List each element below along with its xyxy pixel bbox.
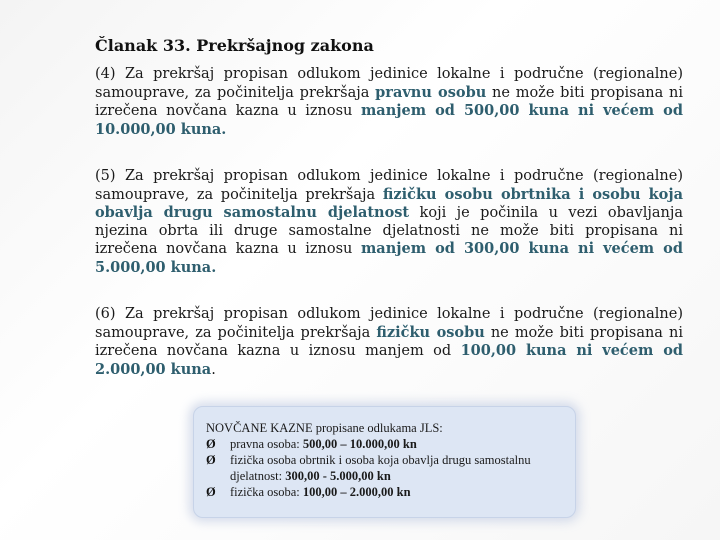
- highlight-text: pravnu osobu: [375, 83, 487, 101]
- item-value: 500,00 – 10.000,00 kn: [302, 437, 417, 451]
- list-item: [206, 436, 563, 452]
- item-label: fizička osoba:: [230, 485, 300, 499]
- item-label: pravna osoba:: [230, 437, 300, 451]
- summary-list: [206, 436, 563, 500]
- summary-box: [193, 406, 576, 518]
- highlight-text: manjem od 300,00 kuna ni većem od 5.000,00 kuna.: [95, 240, 683, 276]
- paragraph-5: [95, 168, 683, 277]
- page-title: Članak 33. Prekršajnog zakona: [95, 36, 374, 55]
- highlight-text: 100,00 kuna ni većem od 2.000,00 kuna: [95, 342, 683, 378]
- paragraph-6: [95, 306, 683, 379]
- arrow-bullet-icon: Ø: [206, 437, 216, 451]
- paragraph-text: (6) Za prekršaj propisan odlukom jedinice lokalne i područne (regionalne) samouprave, za počinitelja prekršaja: [95, 306, 683, 341]
- highlight-text: manjem od 500,00 kuna ni većem od 10.000,00 kuna.: [95, 102, 683, 138]
- list-item: [206, 484, 563, 500]
- paragraph-text: (4) Za prekršaj propisan odlukom jedinice lokalne i područne (regionalne) samouprave, za počinitelja prekršaja: [95, 66, 683, 101]
- paragraph-text: koji je počinila u vezi obavljanja njezina obrta ili druge samostalne djelatnosti ne može biti propisana ni izrečena novčana kazna u iznosu: [95, 205, 683, 257]
- paragraph-text: .: [211, 361, 216, 378]
- highlight-text: fizičku osobu obrtnika i osobu koja obavlja drugu samostalnu djelatnost: [95, 185, 683, 221]
- summary-box-title: NOVČANE KAZNE propisane odlukama JLS:: [206, 421, 443, 435]
- arrow-bullet-icon: Ø: [206, 485, 216, 499]
- item-value: 300,00 - 5.000,00 kn: [285, 469, 391, 483]
- paragraph-text: ne može biti propisana ni izrečena novčana kazna u iznosu: [95, 84, 683, 119]
- paragraph-text: (5) Za prekršaj propisan odlukom jedinice lokalne i područne (regionalne) samouprave, za počinitelja prekršaja: [95, 168, 683, 203]
- list-item: [206, 452, 563, 484]
- arrow-bullet-icon: Ø: [206, 453, 216, 467]
- paragraph-4: [95, 66, 683, 139]
- paragraph-text: ne može biti propisana ni izrečena novčana kazna u iznosu manjem od: [95, 324, 683, 359]
- item-value: 100,00 – 2.000,00 kn: [302, 485, 411, 499]
- item-label: fizička osoba obrtnik i osoba koja obavlja drugu samostalnu djelatnost:: [230, 453, 531, 483]
- highlight-text: fizičku osobu: [376, 323, 485, 341]
